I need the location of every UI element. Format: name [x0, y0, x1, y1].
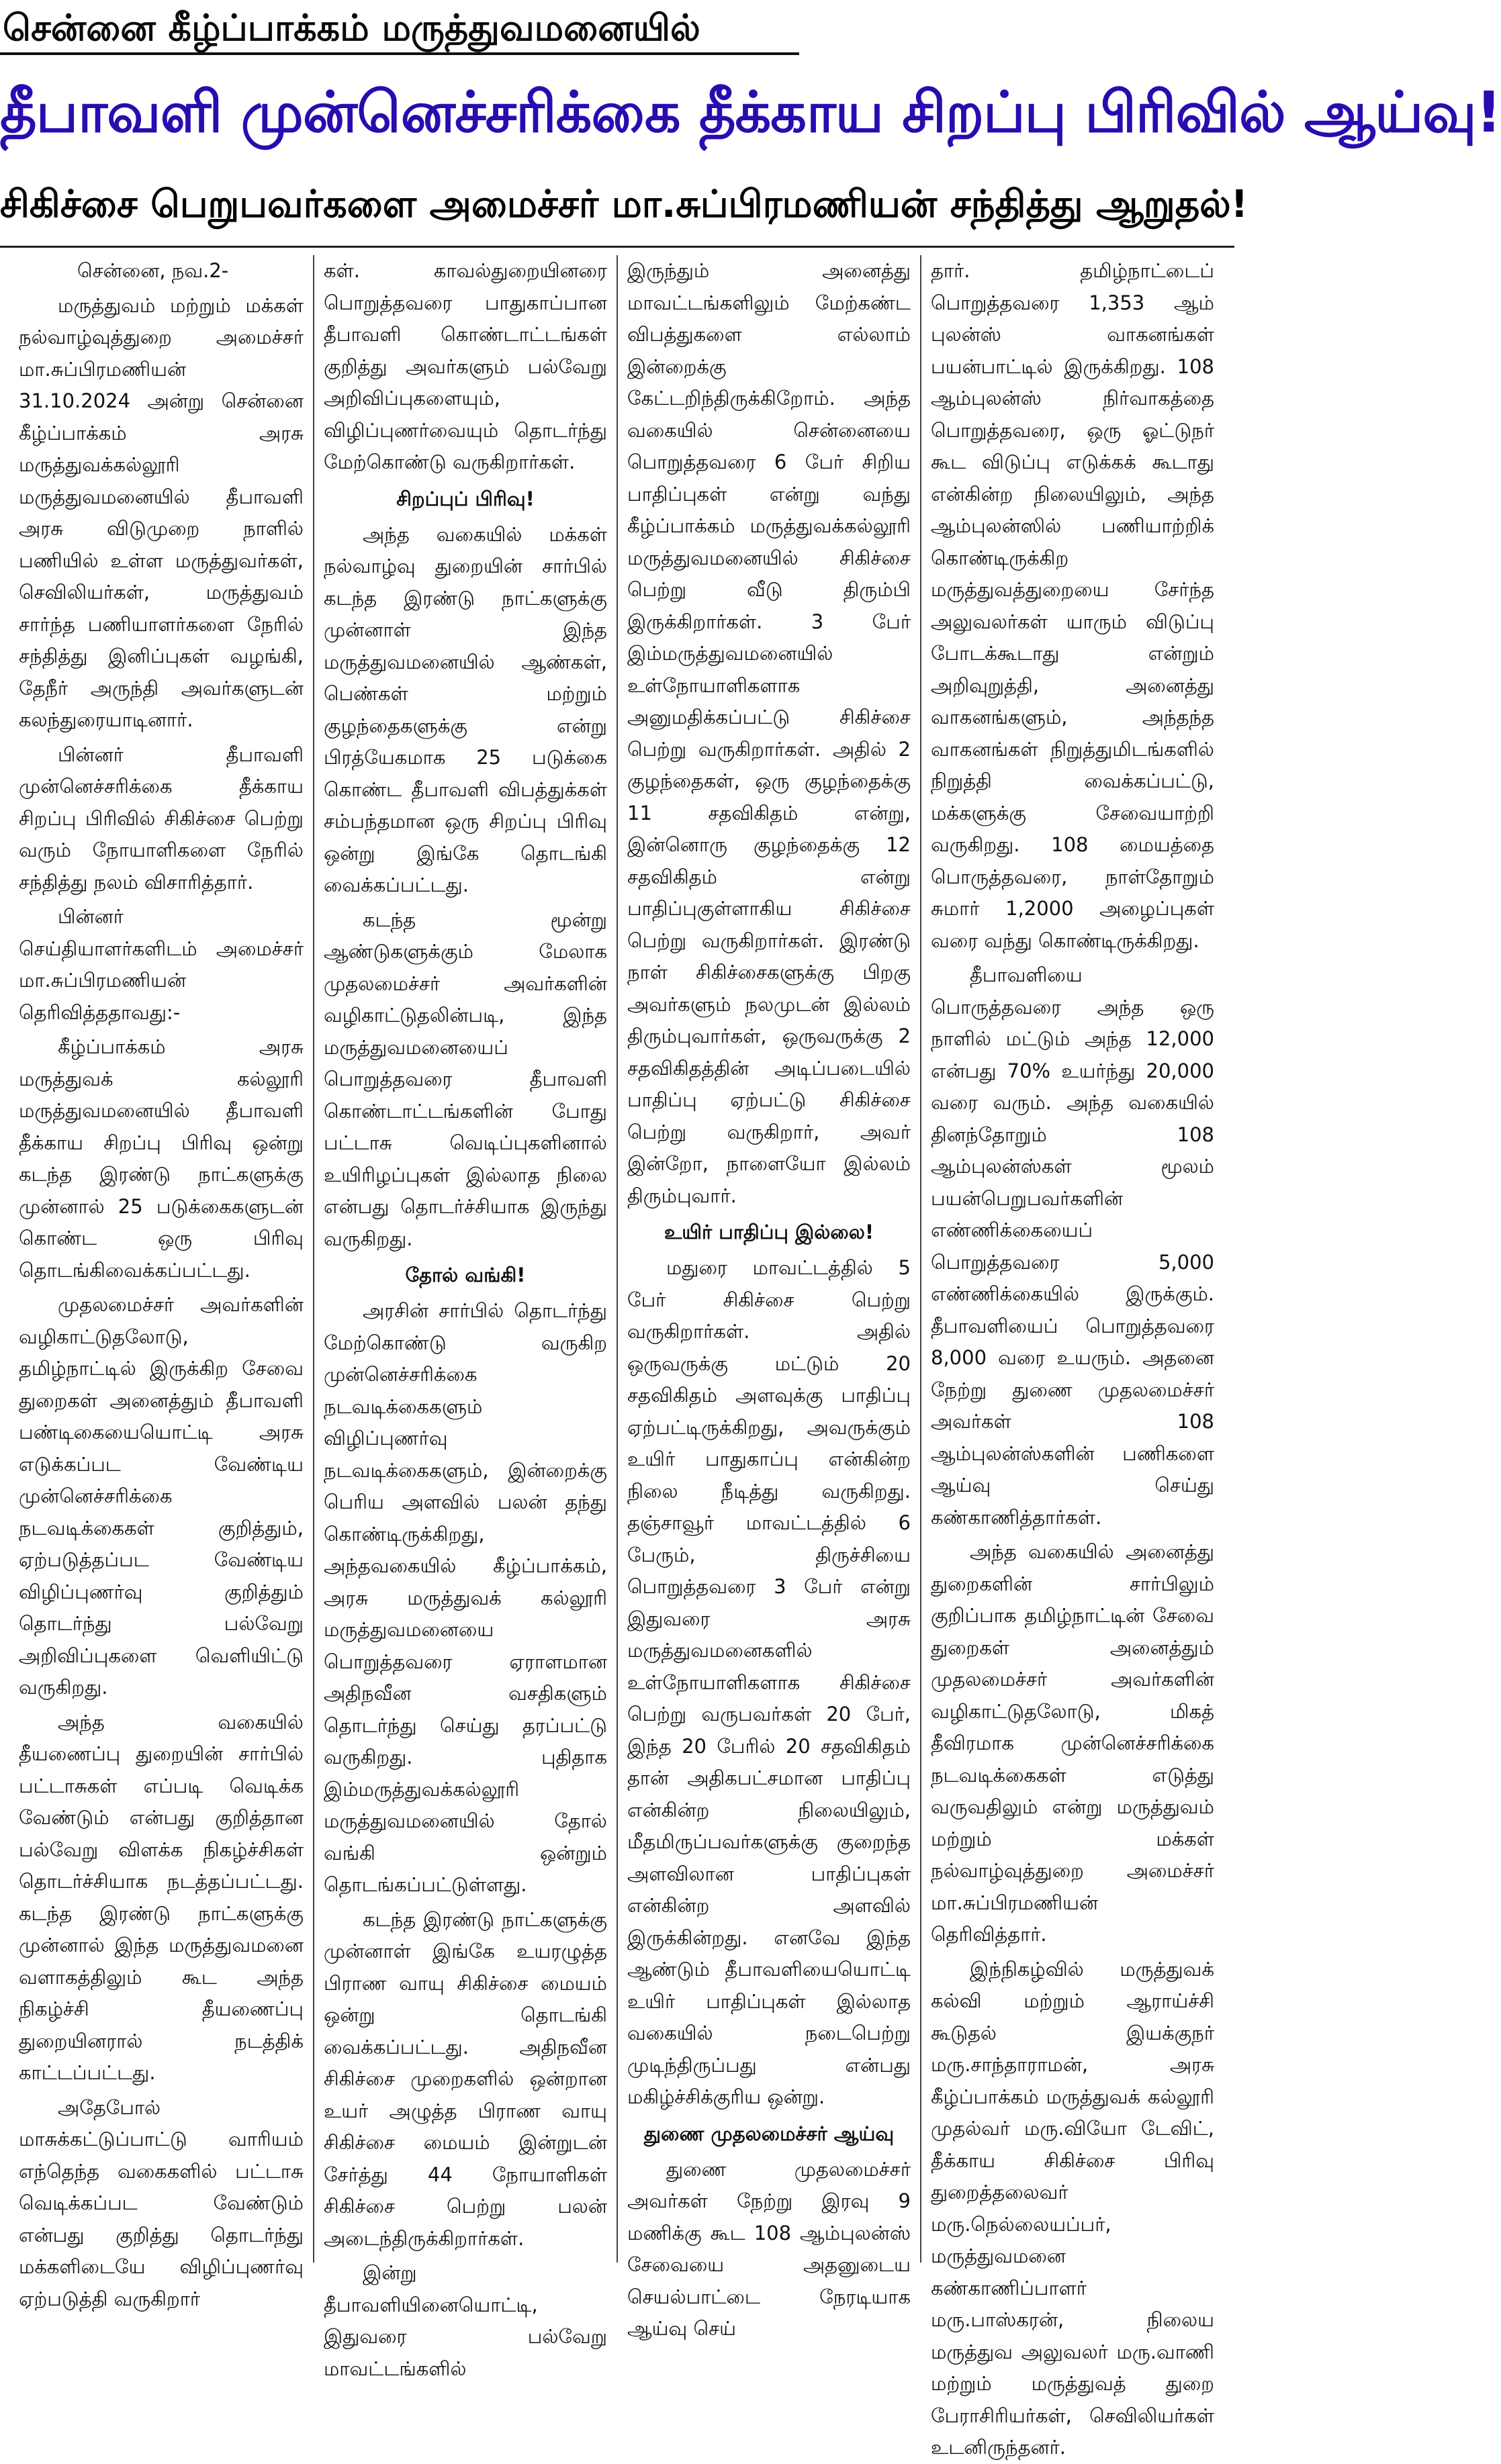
kicker-underline	[0, 52, 799, 55]
article-paragraph: முதலமைச்சர் அவர்களின் வழிகாட்டுதலோடு, தமிழ்நாட்டில் இருக்கிற சேவை துறைகள் அனைத்தும் தீபாவளி பண்டிகையையொட்டி அரசு எடுக்கப்பட வேண்டிய முன்னெச்சரிக்கை நடவடிக்கைகள் குறித்தும், ஏற்படுத்தப்பட வேண்டிய விழிப்புணர்வு குறித்தும் தொடர்ந்து பல்வேறு அறிவிப்புகளை வெளியிட்டு வருகிறது.	[19, 1293, 304, 1699]
article-paragraph: பின்னர் தீபாவளி முன்னெச்சரிக்கை தீக்காய சிறப்பு பிரிவில் சிகிச்சை பெற்று வரும் நோயாளிகளை நேரில் சந்தித்து நலம் விசாரித்தார்.	[19, 743, 304, 894]
section-subtitle: துணை முதலமைச்சர் ஆய்வு	[643, 2122, 895, 2145]
article-paragraph: இன்று தீபாவளியினையொட்டி, இதுவரை பல்வேறு மாவட்டங்களில்	[324, 2261, 607, 2380]
article-paragraph: தார். தமிழ்நாட்டைப் பொறுத்தவரை 1,353 ஆம் புலன்ஸ் வாகனங்கள் பயன்பாட்டில் இருக்கிறது. 108 ஆம்புலன்ஸ் நிர்வாகத்தை பொறுத்தவரை, ஒரு ஓட்டுநர் கூட விடுப்பு எடுக்கக் கூடாது என்கின்ற நிலையிலும், அந்த ஆம்புலன்ஸில் பணியாற்றிக் கொண்டிருக்கிற மருத்துவத்துறையை சேர்ந்த அலுவலர்கள் யாரும் விடுப்பு போடக்கூடாது என்றும் அறிவுறுத்தி, அனைத்து வாகனங்களும், அந்தந்த வாகனங்கள் நிறுத்துமிடங்களில் நிறுத்தி வைக்கப்பட்டு, மக்களுக்கு சேவையாற்றி வருகிறது. 108 மையத்தை பொருத்தவரை, நாள்தோறும் சுமார் 1,2000 அழைப்புகள் வரை வந்து கொண்டிருக்கிறது.	[931, 259, 1214, 952]
article-paragraph: கடந்த இரண்டு நாட்களுக்கு முன்னாள் இங்கே உயரழுத்த பிராண வாயு சிகிச்சை மையம் ஒன்று தொடங்கி வைக்கப்பட்டது. அதிநவீன சிகிச்சை முறைகளில் ஒன்றான உயர் அழுத்த பிராண வாயு சிகிச்சை மையம் இன்றுடன் சேர்த்து 44 நோயாளிகள் சிகிச்சை பெற்று பலன் அடைந்திருக்கிறார்கள்.	[324, 1907, 607, 2250]
article-column-1	[9, 255, 313, 2310]
article-paragraph: மதுரை மாவட்டத்தில் 5 பேர் சிகிச்சை பெற்று வருகிறார்கள். அதில் ஒருவருக்கு மட்டும் 20 சதவிகிதம் அளவுக்கு பாதிப்பு ஏற்பட்டிருக்கிறது, அவருக்கும் உயிர் பாதுகாப்பு என்கின்ற நிலை நீடித்து வருகிறது. தஞ்சாவூர் மாவட்டத்தில் 6 பேரும், திருச்சியை பொறுத்தவரை 3 பேர் என்று இதுவரை அரசு மருத்துவமனைகளில் உள்நோயாளிகளாக சிகிச்சை பெற்று வருபவர்கள் 20 பேர், இந்த 20 பேரில் 20 சதவிகிதம் தான் அதிகபட்சமான பாதிப்பு என்கின்ற நிலையிலும், மீதமிருப்பவர்களுக்கு குறைந்த அளவிலான பாதிப்புகள் என்கின்ற அளவில் இருக்கின்றது. எனவே இந்த ஆண்டும் தீபாவளியையொட்டி உயிர் பாதிப்புகள் இல்லாத வகையில் நடைபெற்று முடிந்திருப்பது என்பது மகிழ்ச்சிக்குரிய ஒன்று.	[627, 1256, 911, 2108]
section-subtitle: சிறப்புப் பிரிவு!	[396, 487, 535, 510]
article-paragraph: அந்த வகையில் அனைத்து துறைகளின் சார்பிலும் குறிப்பாக தமிழ்நாட்டின் சேவை துறைகள் அனைத்தும் முதலமைச்சர் அவர்களின் வழிகாட்டுதலோடு, மிகத் தீவிரமாக முன்னெச்சரிக்கை நடவடிக்கைகள் எடுத்து வருவதிலும் என்று மருத்துவம் மற்றும் மக்கள் நல்வாழ்வுத்துறை அமைச்சர் மா.சுப்பிரமணியன் தெரிவித்தார்.	[931, 1540, 1214, 1946]
article-paragraph: இருந்தும் அனைத்து மாவட்டங்களிலும் மேற்கண்ட விபத்துகளை எல்லாம் இன்றைக்கு கேட்டறிந்திருக்கிறோம். அந்த வகையில் சென்னையை பொறுத்தவரை 6 பேர் சிறிய பாதிப்புகள் என்று வந்து கீழ்ப்பாக்கம் மருத்துவக்கல்லூரி மருத்துவமனையில் சிகிச்சை பெற்று வீடு திரும்பி இருக்கிறார்கள். 3 பேர் இம்மருத்துவமனையில் உள்நோயாளிகளாக அனுமதிக்கப்பட்டு சிகிச்சை பெற்று வருகிறார்கள். அதில் 2 குழந்தைகள், ஒரு குழந்தைக்கு 11 சதவிகிதம் என்று, இன்னொரு குழந்தைக்கு 12 சதவிகிதம் என்று பாதிப்புகுள்ளாகிய சிகிச்சை பெற்று வருகிறார்கள். இரண்டு நாள் சிகிச்சைகளுக்கு பிறகு அவர்களும் நலமுடன் இல்லம் திரும்புவார்கள், ஒருவருக்கு 2 சதவிகிதத்தின் அடிப்படையில் பாதிப்பு ஏற்பட்டு சிகிச்சை பெற்று வருகிறார், அவர் இன்றோ, நாளையோ இல்லம் திரும்புவார்.	[627, 259, 911, 1207]
dateline: சென்னை, நவ.2-	[77, 259, 229, 282]
section-subtitle: உயிர் பாதிப்பு இல்லை!	[664, 1221, 874, 1243]
article-column-2	[313, 255, 617, 2380]
article-body	[9, 255, 1225, 2459]
article-paragraph: இந்நிகழ்வில் மருத்துவக் கல்வி மற்றும் ஆராய்ச்சி கூடுதல் இயக்குநர் மரு.சாந்தாராமன், அரசு கீழ்ப்பாக்கம் மருத்துவக் கல்லூரி முதல்வர் மரு.வியோ டேவிட், தீக்காய சிகிச்சை பிரிவு துறைத்தலைவர் மரு.நெல்லையப்பர், மருத்துவமனை கண்காணிப்பாளர் மரு.பாஸ்கரன், நிலைய மருத்துவ அலுவலர் மரு.வாணி மற்றும் மருத்துவத் துறை பேராசிரியர்கள், செவிலியர்கள் உடனிருந்தனர்.	[931, 1957, 1214, 2459]
subheadline: சிகிச்சை பெறுபவர்களை அமைச்சர் மா.சுப்பிரமணியன் சந்தித்து ஆறுதல்!	[0, 183, 1248, 226]
article-paragraph: மருத்துவம் மற்றும் மக்கள் நல்வாழ்வுத்துறை அமைச்சர் மா.சுப்பிரமணியன் 31.10.2024 அன்று சென்னை கீழ்ப்பாக்கம் அரசு மருத்துவக்கல்லூரி மருத்துவமனையில் தீபாவளி அரசு விடுமுறை நாளில் பணியில் உள்ள மருத்துவர்கள், செவிலியர்கள், மருத்துவம் சார்ந்த பணியாளர்களை நேரில் சந்தித்து இனிப்புகள் வழங்கி, தேநீர் அருந்தி அவர்களுடன் கலந்துரையாடினார்.	[19, 293, 304, 731]
article-paragraph: கடந்த மூன்று ஆண்டுகளுக்கும் மேலாக முதலமைச்சர் அவர்களின் வழிகாட்டுதலின்படி, இந்த மருத்துவமனையைப் பொறுத்தவரை தீபாவளி கொண்டாட்டங்களின் போது பட்டாசு வெடிப்புகளினால் உயிரிழப்புகள் இல்லாத நிலை என்பது தொடர்ச்சியாக இருந்து வருகிறது.	[324, 908, 607, 1250]
section-subtitle: தோல் வங்கி!	[405, 1264, 526, 1286]
article-paragraph: கள். காவல்துறையினரை பொறுத்தவரை பாதுகாப்பான தீபாவளி கொண்டாட்டங்கள் குறித்து அவர்களும் பல்வேறு அறிவிப்புகளையும், விழிப்புணர்வையும் தொடர்ந்து மேற்கொண்டு வருகிறார்கள்.	[324, 259, 607, 473]
article-paragraph: தீபாவளியை பொருத்தவரை அந்த ஒரு நாளில் மட்டும் அந்த 12,000 என்பது 70% உயர்ந்து 20,000 வரை வரும். அந்த வகையில் தினந்தோறும் 108 ஆம்புலன்ஸ்கள் மூலம் பயன்பெறுபவர்களின் எண்ணிக்கையைப் பொறுத்தவரை 5,000 எண்ணிக்கையில் இருக்கும். தீபாவளியைப் பொறுத்தவரை 8,000 வரை உயரும். அதனை நேற்று துணை முதலமைச்சர் அவர்கள் 108 ஆம்புலன்ஸ்களின் பணிகளை ஆய்வு செய்து கண்காணித்தார்கள்.	[931, 963, 1214, 1529]
article-paragraph: அதேபோல் மாசுக்கட்டுப்பாட்டு வாரியம் எந்தெந்த வகைகளில் பட்டாசு வெடிக்கப்பட வேண்டும் என்பது குறித்து தொடர்ந்து மக்களிடையே விழிப்புணர்வு ஏற்படுத்தி வருகிறார்	[19, 2095, 304, 2310]
article-column-4	[920, 255, 1224, 2459]
kicker-line: சென்னை கீழ்ப்பாக்கம் மருத்துவமனையில்	[3, 7, 700, 49]
article-paragraph: பின்னர் செய்தியாளர்களிடம் அமைச்சர் மா.சுப்பிரமணியன் தெரிவித்ததாவது:-	[19, 905, 304, 1024]
headline: தீபாவளி முன்னெச்சரிக்கை தீக்காய சிறப்பு பிரிவில் ஆய்வு!	[0, 79, 1501, 145]
article-paragraph: அரசின் சார்பில் தொடர்ந்து மேற்கொண்டு வருகிற முன்னெச்சரிக்கை நடவடிக்கைகளும் விழிப்புணர்வு நடவடிக்கைகளும், இன்றைக்கு பெரிய அளவில் பலன் தந்து கொண்டிருக்கிறது, அந்தவகையில் கீழ்ப்பாக்கம், அரசு மருத்துவக் கல்லூரி மருத்துவமனையை பொறுத்தவரை ஏராளமான அதிநவீன வசதிகளும் தொடர்ந்து செய்து தரப்பட்டு வருகிறது. புதிதாக இம்மருத்துவக்கல்லூரி மருத்துவமனையில் தோல் வங்கி ஒன்றும் தொடங்கப்பட்டுள்ளது.	[324, 1299, 607, 1896]
article-column-3	[617, 255, 920, 2340]
header-divider	[0, 246, 1234, 248]
article-paragraph: கீழ்ப்பாக்கம் அரசு மருத்துவக் கல்லூரி மருத்துவமனையில் தீபாவளி தீக்காய சிறப்பு பிரிவு ஒன்று கடந்த இரண்டு நாட்களுக்கு முன்னால் 25 படுக்கைகளுடன் கொண்ட ஒரு பிரிவு தொடங்கிவைக்கப்பட்டது.	[19, 1035, 304, 1282]
article-paragraph: அந்த வகையில் தீயணைப்பு துறையின் சார்பில் பட்டாசுகள் எப்படி வெடிக்க வேண்டும் என்பது குறித்தான பல்வேறு விளக்க நிகழ்ச்சிகள் தொடர்ச்சியாக நடத்தப்பட்டது. கடந்த இரண்டு நாட்களுக்கு முன்னால் இந்த மருத்துவமனை வளாகத்திலும் கூட அந்த நிகழ்ச்சி தீயணைப்பு துறையினரால் நடத்திக் காட்டப்பட்டது.	[19, 1710, 304, 2084]
article-paragraph: துணை முதலமைச்சர் அவர்கள் நேற்று இரவு 9 மணிக்கு கூட 108 ஆம்புலன்ஸ் சேவையை அதனுடைய செயல்பாட்டை நேரடியாக ஆய்வு செய்	[627, 2157, 911, 2340]
article-paragraph: அந்த வகையில் மக்கள் நல்வாழ்வு துறையின் சார்பில் கடந்த இரண்டு நாட்களுக்கு முன்னாள் இந்த மருத்துவமனையில் ஆண்கள், பெண்கள் மற்றும் குழந்தைகளுக்கு என்று பிரத்யேகமாக 25 படுக்கை கொண்ட தீபாவளி விபத்துக்கள் சம்பந்தமான ஒரு சிறப்பு பிரிவு ஒன்று இங்கே தொடங்கி வைக்கப்பட்டது.	[324, 522, 607, 896]
